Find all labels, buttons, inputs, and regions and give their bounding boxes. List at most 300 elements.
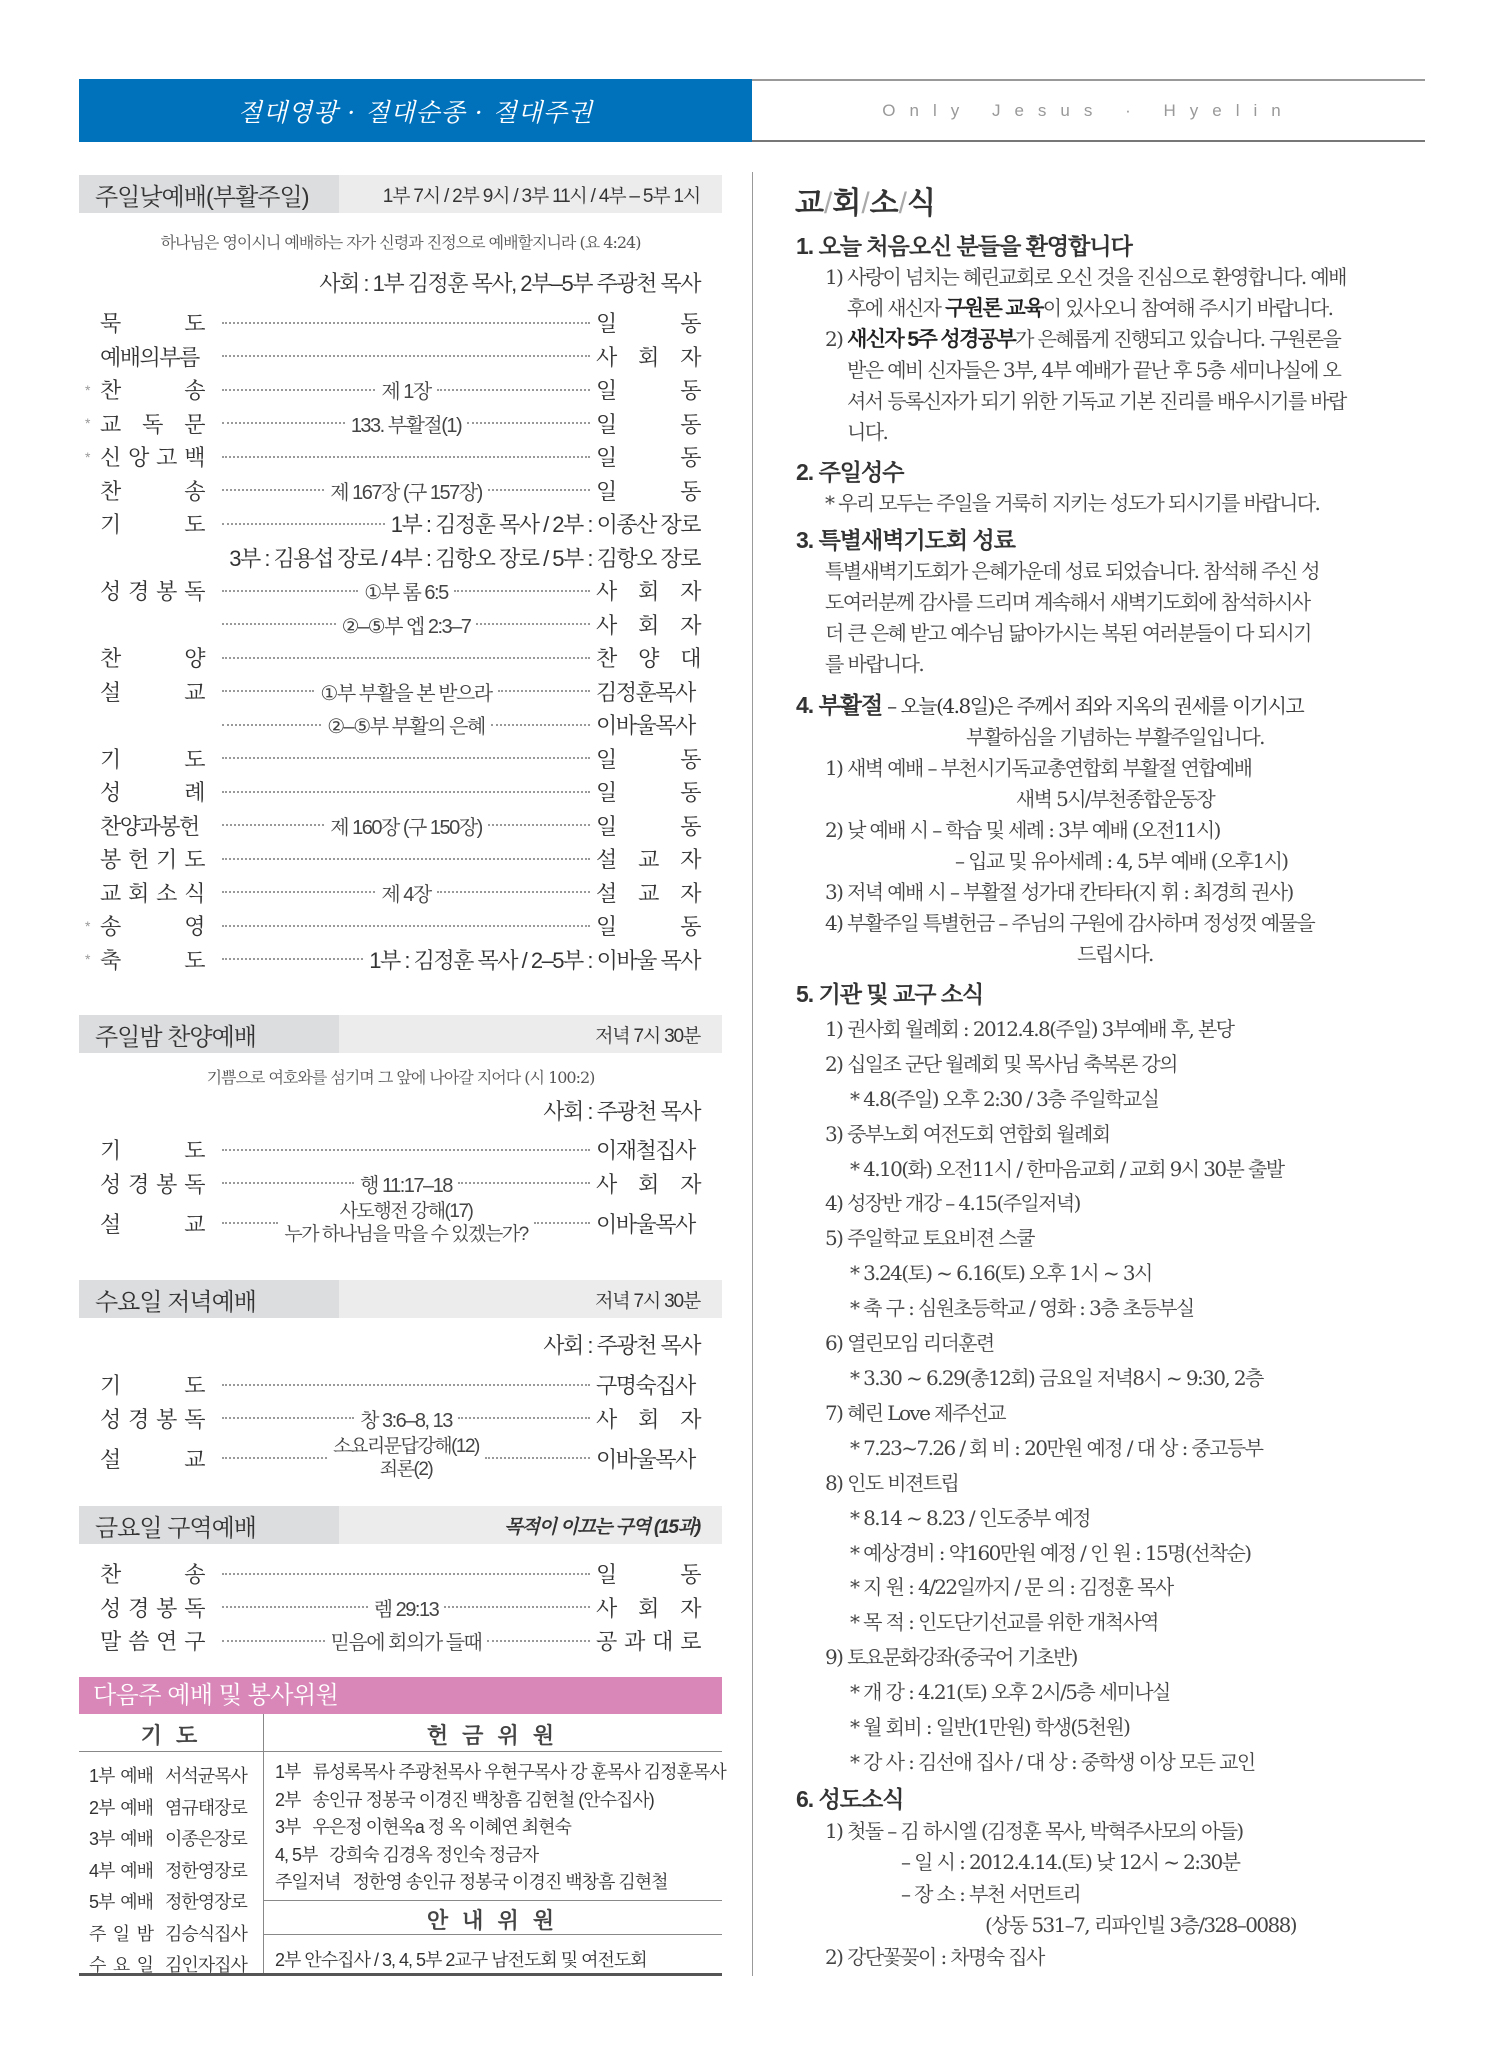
order-label: 설 교 [100,1446,204,1472]
order-label: 묵 도 [100,311,204,337]
offering-row [275,1813,571,1839]
usher-text: 2부 안수집사 / 3, 4, 5부 2교구 남전도회 및 여전도회 [275,1950,647,1970]
leader-dots [222,523,385,525]
order-row [79,708,722,742]
offering-names: 류성록목사 주광천목사 우현구목사 강 훈목사 김정훈목사 [312,1762,726,1782]
standing-mark: * [85,951,89,968]
lesson-title: 목적이 이끄는 구역 (15과) [504,1516,700,1538]
title-char: 소 [869,187,899,220]
order-assignee: 일 동 [596,780,700,806]
standing-mark: * [85,917,89,934]
order-detail-line: 죄론(2) [379,1459,433,1480]
service-times: 저녁 7시 30분 [595,1290,700,1312]
news-section [790,977,1440,1780]
order-assignee: 사 회 자 [596,344,700,370]
news-line: * 개 강 : 4.21(토) 오후 2시/5층 세미나실 [850,1680,1170,1705]
news-line: * 강 사 : 김선애 집사 / 대 상 : 중학생 이상 모든 교인 [850,1749,1255,1774]
order-label: 봉 헌 기 도 [100,847,204,873]
order-assignee: 설 교 자 [596,880,701,906]
service-name: 4부 예배 [89,1860,153,1881]
prayer-leader: 김승식집사 [165,1923,247,1944]
order-assignee: 이바울목사 [596,1211,695,1237]
order-detail-line: 누가 하나님을 막을 수 있겠는가? [284,1224,528,1245]
order-assignee: 일 동 [596,378,701,404]
title-char: 회 [832,187,862,220]
wednesday-service [79,1280,722,1481]
next-week-volunteers [79,1677,726,1976]
order-row [79,1133,722,1167]
news-line: * 4.10(화) 오전11시 / 한마음교회 / 교회 9시 30분 출발 [850,1156,1284,1181]
leader-dots [222,657,590,659]
leader-dots [222,489,324,491]
order-row [79,1557,722,1591]
news-number: 3. [796,527,814,553]
leader-dots [222,456,590,458]
service-name: 5부 예배 [89,1892,153,1912]
service-name: 4, 5부 [275,1844,318,1865]
standing-mark: * [85,415,89,432]
order-detail: ②–⑤부 부활의 은혜 [327,716,485,739]
title-char: 식 [906,187,936,220]
service-name: 2부 예배 [89,1797,153,1818]
order-row [79,876,722,910]
leader-dots [222,1457,327,1459]
order-assignee: 일 동 [596,411,701,437]
service-times: 1부 7시 / 2부 9시 / 3부 11시 / 4부 – 5부 1시 [382,185,700,207]
prayer-leader: 정한영장로 [165,1860,247,1881]
order-row [79,1402,722,1436]
leader-dots [222,355,590,357]
sunday-morning-service [79,175,722,976]
title-char: 교 [795,187,824,220]
volunteers-table [79,1714,726,1976]
order-label: 신 앙 고 백 [100,445,204,471]
order-row [79,608,722,642]
order-row [79,1435,722,1481]
leader-dots [488,489,590,491]
order-row-continuation [79,541,722,575]
news-line: * 8.14 ~ 8.23 / 인도중부 예정 [850,1505,1090,1530]
leader-dots [222,422,345,424]
news-line: 새벽 5시/부천종합운동장 [1015,787,1215,811]
news-text: 2) [825,327,848,351]
order-row [79,1624,722,1658]
order-label: 찬 송 [100,1562,204,1588]
news-line: 2) 낮 예배 시 – 학습 및 세례 : 3부 예배 (오전11시) [825,818,1220,842]
news-line: 셔서 등록신자가 되기 위한 기독교 기본 진리를 배우시기를 바랍 [847,389,1346,413]
leader-dots [222,824,324,826]
news-line: 특별새벽기도회가 은혜가운데 성료 되었습니다. 참석해 주신 성 [825,559,1320,583]
news-line: * 3.30 ~ 6.29(총12회) 금요일 저녁8시 ~ 9:30, 2층 [850,1365,1263,1390]
order-assignee: 일 동 [596,1562,700,1588]
leader-dots [491,724,590,726]
news-section [790,1784,1440,1973]
news-heading-title: 성도소식 [818,1786,904,1812]
news-section [790,457,1440,519]
leader-dots [222,757,590,759]
prayer-row [89,1762,247,1788]
order-assignee: 1부 : 김정훈 목사 / 2부 : 이종산 장로 [390,512,700,538]
order-detail: ②–⑤부 엡 2:3–7 [341,615,471,638]
news-heading [790,231,1440,262]
service-leader: 사회 : 주광천 목사 [543,1333,700,1358]
leader-dots [222,590,358,592]
news-line: * 목 적 : 인도단기선교를 위한 개척사역 [850,1610,1158,1635]
order-detail: 렘 29:13 [373,1598,439,1621]
leader-dots [222,1417,354,1419]
order-assignee: 사 회 자 [596,1595,700,1621]
news-line: 받은 예비 신자들은 3부, 4부 예배가 끝난 후 5층 세미나실에 오 [847,358,1341,382]
news-line: 니다. [847,420,888,444]
leader-dots [222,1384,590,1386]
order-row [79,742,722,776]
order-label: 성 경 봉 독 [100,1406,204,1432]
prayer-leader: 정한영장로 [165,1892,247,1912]
news-line: * 축 구 : 심원초등학교 / 영화 : 3층 초등부실 [850,1296,1194,1321]
usher-header: 안 내 위 원 [426,1908,559,1933]
leader-dots [498,690,590,692]
news-heading [790,525,1440,556]
news-line: 1) 첫돌 – 김 하시엘 (김정훈 목사, 박혁주사모의 아들) [825,1818,1243,1843]
motto: 절대영광 · 절대순종 · 절대주권 [237,97,594,127]
offering-names: 송인규 정봉국 이경진 백창흠 김현철 (안수집사) [312,1789,654,1810]
order-assignee: 이바울목사 [596,1446,695,1472]
prayer-header: 기 도 [140,1723,202,1748]
order-assignee: 일 동 [596,311,700,337]
order-detail: 제 167장 (구 157장) [330,481,482,504]
leader-dots [222,858,590,860]
scripture-verse: 기쁨으로 여호와를 섬기며 그 앞에 나아갈 지어다 (시 100:2) [206,1068,595,1087]
leader-dots [485,1457,590,1459]
order-row [79,373,722,407]
prayer-row [89,1857,247,1883]
news-line: * 지 원 : 4/22일까지 / 문 의 : 김정훈 목사 [850,1575,1173,1600]
news-heading-title: 기관 및 교구 소식 [818,981,984,1007]
order-assignee: 3부 : 김용섭 장로 / 4부 : 김항오 장로 / 5부 : 김항오 장로 [229,545,700,571]
order-assignee: 1부 : 김정훈 목사 / 2–5부 : 이바울 목사 [369,947,700,973]
news-line: 를 바랍니다. [825,652,924,676]
order-detail: 창 3:6–8, 13 [360,1409,452,1432]
order-assignee: 설 교 자 [596,847,700,873]
news-line: * 예상경비 : 약160만원 예정 / 인 원 : 15명(선착순) [850,1540,1251,1565]
order-row [79,474,722,508]
news-text: 가 은혜롭게 진행되고 있습니다. 구원론을 [1015,327,1341,351]
news-heading [790,977,1440,1012]
news-number: 5. [796,981,814,1007]
service-leader: 사회 : 1부 김정훈 목사, 2부–5부 주광천 목사 [319,271,700,296]
news-line: – 일 시 : 2012.4.14.(토) 낮 12시 ~ 2:30분 [901,1850,1240,1874]
order-label: 성 경 봉 독 [100,1595,204,1621]
service-name: 주 일 밤 [89,1923,153,1944]
news-title [795,178,936,222]
news-text: 이 있사오니 참여해 주시기 바랍니다. [1042,296,1333,320]
news-heading [790,1784,1440,1816]
emphasis-text: 새신자 5주 성경공부 [847,328,1016,351]
prayer-leader: 서석균목사 [165,1766,247,1786]
news-heading-title: 오늘 처음오신 분들을 환영합니다 [818,233,1132,259]
slash: / [898,187,907,220]
tagline-banner [752,79,1425,142]
news-line: 3) 중부노회 여전도회 연합회 월례회 [825,1121,1110,1146]
section-header [79,175,722,213]
order-label: 설 교 [100,1211,204,1237]
order-detail: ①부 부활을 본 받으라 [320,682,492,705]
order-row [79,574,722,608]
order-assignee: 찬 양 대 [596,646,700,672]
prayer-row [89,1825,247,1851]
standing-mark: * [85,448,89,465]
order-row [79,1591,722,1625]
order-label: 축 도 [100,947,204,973]
order-row [79,340,722,374]
news-line: 9) 토요문화강좌(중국어 기초반) [825,1645,1077,1670]
order-of-service [79,1368,722,1481]
news-line: 1) 새벽 예배 – 부천시기독교총연합회 부활절 연합예배 [825,756,1252,780]
order-label: 송 영 [100,914,204,940]
friday-service [79,1506,722,1658]
slash: / [861,187,870,220]
prayer-row [89,1920,247,1946]
leader-dots [444,1606,590,1608]
service-leader: 사회 : 주광천 목사 [543,1099,700,1124]
slash: / [823,187,833,220]
news-line [790,324,1440,355]
order-label: 교 회 소 식 [100,880,204,906]
order-assignee: 사 회 자 [596,1406,701,1432]
news-heading [790,457,1440,488]
news-line: * 월 회비 : 일반(1만원) 학생(5천원) [850,1715,1130,1740]
order-assignee: 사 회 자 [596,612,701,638]
section-title: 주일밤 찬양예배 [95,1023,256,1051]
section-header [79,1506,722,1544]
leader-dots [488,824,590,826]
prayer-leader: 염규태장로 [165,1797,247,1818]
news-number: 6. [796,1786,814,1812]
order-label: 설 교 [100,679,204,705]
news-heading-title: 특별새벽기도회 성료 [818,527,1015,553]
news-line: 6) 열린모임 리더훈련 [825,1331,994,1356]
order-label: 기 도 [100,746,204,772]
news-section [790,690,1440,970]
offering-row [275,1841,538,1867]
prayer-leader: 이종은장로 [165,1829,247,1849]
order-row [79,809,722,843]
motto-banner [79,79,752,142]
leader-dots [222,1222,278,1224]
table-divider [79,1751,722,1752]
service-name: 1부 [275,1762,301,1782]
offering-row [275,1786,654,1812]
news-line: 부활하심을 기념하는 부활주일입니다. [966,725,1264,749]
prayer-row [89,1951,247,1977]
order-label: 기 도 [100,1373,204,1399]
offering-row [275,1758,726,1784]
news-line: 4) 성장반 개강 – 4.15(주일저녁) [825,1191,1080,1216]
order-row [79,641,722,675]
section-header [79,1280,722,1318]
order-row [79,407,722,441]
emphasis-text: 구원론 교육 [945,297,1043,320]
leader-dots [487,1640,590,1642]
news-number: 1. [796,233,814,259]
news-number: 4. [796,692,814,718]
news-number: 2. [796,459,814,485]
table-divider [263,1900,722,1901]
order-assignee: 일 동 [596,445,700,471]
order-assignee: 일 동 [596,914,700,940]
leader-dots [458,1417,590,1419]
order-assignee: 사 회 자 [596,579,700,605]
service-name: 3부 [275,1817,301,1837]
news-line: 7) 혜린 Love 제주선교 [825,1400,1005,1425]
news-line: 도여러분께 감사를 드리며 계속해서 새벽기도회에 참석하시사 [825,590,1310,614]
order-detail: 믿음에 회의가 들때 [330,1632,482,1655]
order-row [79,1368,722,1402]
news-section [790,525,1440,680]
order-detail-line: 사도행전 강해(17) [339,1201,473,1222]
offering-names: 정한영 송인규 정봉국 이경진 백창흠 김현철 [352,1872,668,1892]
order-assignee: 일 동 [596,478,701,504]
order-row [79,842,722,876]
order-assignee: 김정훈목사 [596,679,695,705]
order-detail: 제 4장 [381,883,431,906]
leader-dots [437,891,590,893]
news-heading [790,690,1440,722]
order-label: 예배의부름 [100,344,199,370]
leader-dots [222,958,363,960]
order-detail [333,1435,479,1481]
leader-dots [534,1222,590,1224]
news-line: 5) 주일학교 토요비젼 스쿨 [825,1226,1034,1251]
order-row [79,675,722,709]
usher-row [275,1946,647,1972]
leader-dots [222,1182,354,1184]
order-row [79,440,722,474]
order-label: 성 경 봉 독 [100,579,204,605]
leader-dots [437,389,590,391]
sunday-evening-service [79,1015,722,1246]
order-detail-line: 소요리문답강해(12) [333,1436,479,1457]
news-line: 2) 십일조 군단 월례회 및 목사님 축복론 강의 [825,1051,1177,1076]
leader-dots [222,389,375,391]
news-line: * 우리 모두는 주일을 거룩히 지키는 성도가 되시기를 바랍니다. [825,491,1320,515]
leader-dots [458,1182,590,1184]
order-detail: 행 11:17–18 [360,1174,452,1197]
news-text: 후에 새신자 [847,296,946,320]
order-assignee: 이재철집사 [596,1138,695,1164]
order-detail: 제 160장 (구 150장) [330,816,482,839]
news-line: – 입교 및 유아세례 : 4, 5부 예배 (오후1시) [955,849,1288,873]
news-line: * 4.8(주일) 오후 2:30 / 3층 주일학교실 [850,1086,1159,1111]
news-line: – 장 소 : 부천 서먼트리 [901,1881,1081,1906]
order-label: 기 도 [100,1138,204,1164]
order-row [79,775,722,809]
order-assignee: 사 회 자 [596,1171,700,1197]
leader-dots [476,623,590,625]
order-label: 성 경 봉 독 [100,1171,204,1197]
leader-dots [222,322,590,324]
order-detail: 133. 부활절(1) [350,414,462,437]
news-line: 3) 저녁 예배 시 – 부활절 성가대 칸타타(지 휘 : 최경희 권사) [825,880,1293,904]
news-line [790,293,1440,324]
scripture-verse: 하나님은 영이시니 예배하는 자가 신령과 진정으로 예배할지니라 (요 4:24) [160,233,641,252]
order-row [79,909,722,943]
order-row [79,306,722,340]
order-label: 찬 양 [100,646,204,672]
service-name: 수 요 일 [89,1955,153,1975]
service-name: 1부 예배 [89,1766,153,1786]
leader-dots [222,1606,368,1608]
news-line: 4) 부활주일 특별헌금 – 주님의 구원에 감사하며 정성껏 예물을 [825,911,1315,935]
leader-dots [222,1149,590,1151]
leader-dots [222,925,590,927]
news-line: (상동 531–7, 리파인빌 3층/328–0088) [985,1913,1296,1937]
order-detail: ①부 롬 6:5 [364,582,448,605]
leader-dots [454,590,590,592]
prayer-leader: 김인자집사 [165,1955,247,1975]
leader-dots [222,623,336,625]
leader-dots [222,791,590,793]
section-title: 수요일 저녁예배 [95,1288,256,1316]
order-row [79,1167,722,1201]
section-title: 금요일 구역예배 [95,1514,256,1542]
news-line: 드립시다. [1077,942,1153,966]
news-heading-text: – 오늘(4.8일)은 주께서 죄와 지옥의 권세를 이기시고 [882,694,1304,718]
order-label: 찬 송 [100,478,204,504]
order-label: 찬 송 [100,378,204,404]
volunteers-header: 다음주 예배 및 봉사위원 [79,1677,722,1714]
order-assignee: 일 동 [596,746,700,772]
section-title: 주일낮예배(부활주일) [95,183,309,211]
column-divider [752,172,753,1976]
order-assignee: 구명숙집사 [596,1373,695,1399]
order-of-service [79,306,722,976]
order-assignee: 이바울목사 [596,713,695,739]
order-of-service [79,1133,722,1246]
offering-header: 헌 금 위 원 [426,1723,559,1748]
section-header [79,1015,722,1053]
order-assignee: 일 동 [596,813,701,839]
news-heading-title: 부활절 [818,692,883,718]
standing-mark: * [85,381,89,398]
news-line: * 3.24(토) ~ 6.16(토) 오후 1시 ~ 3시 [850,1261,1152,1286]
order-of-service [79,1557,722,1658]
order-label: 기 도 [100,512,204,538]
order-label: 교 독 문 [100,411,204,437]
leader-dots [222,690,314,692]
offering-names: 강희숙 김경옥 정인숙 정금자 [329,1844,539,1865]
news-line: 1) 권사회 월례회 : 2012.4.8(주일) 3부예배 후, 본당 [825,1016,1234,1041]
order-detail [284,1200,527,1246]
service-name: 3부 예배 [89,1829,153,1849]
news-section [790,231,1440,448]
leader-dots [222,1573,590,1575]
leader-dots [222,724,321,726]
service-name: 주일저녁 [275,1872,341,1892]
prayer-row [89,1794,247,1820]
news-heading-title: 주일성수 [818,459,904,485]
order-label: 성 례 [100,780,204,806]
service-name: 2부 [275,1789,301,1810]
order-label: 찬양과봉헌 [100,813,199,839]
order-row [79,507,722,541]
offering-names: 우은정 이현옥a 정 옥 이혜연 최현숙 [312,1817,571,1837]
leader-dots [222,1640,325,1642]
order-detail: 제 1장 [381,381,431,404]
news-line: 1) 사랑이 넘치는 혜린교회로 오신 것을 진심으로 환영합니다. 예배 [825,265,1346,289]
order-assignee: 공 과 대 로 [596,1629,700,1655]
order-row [79,943,722,977]
